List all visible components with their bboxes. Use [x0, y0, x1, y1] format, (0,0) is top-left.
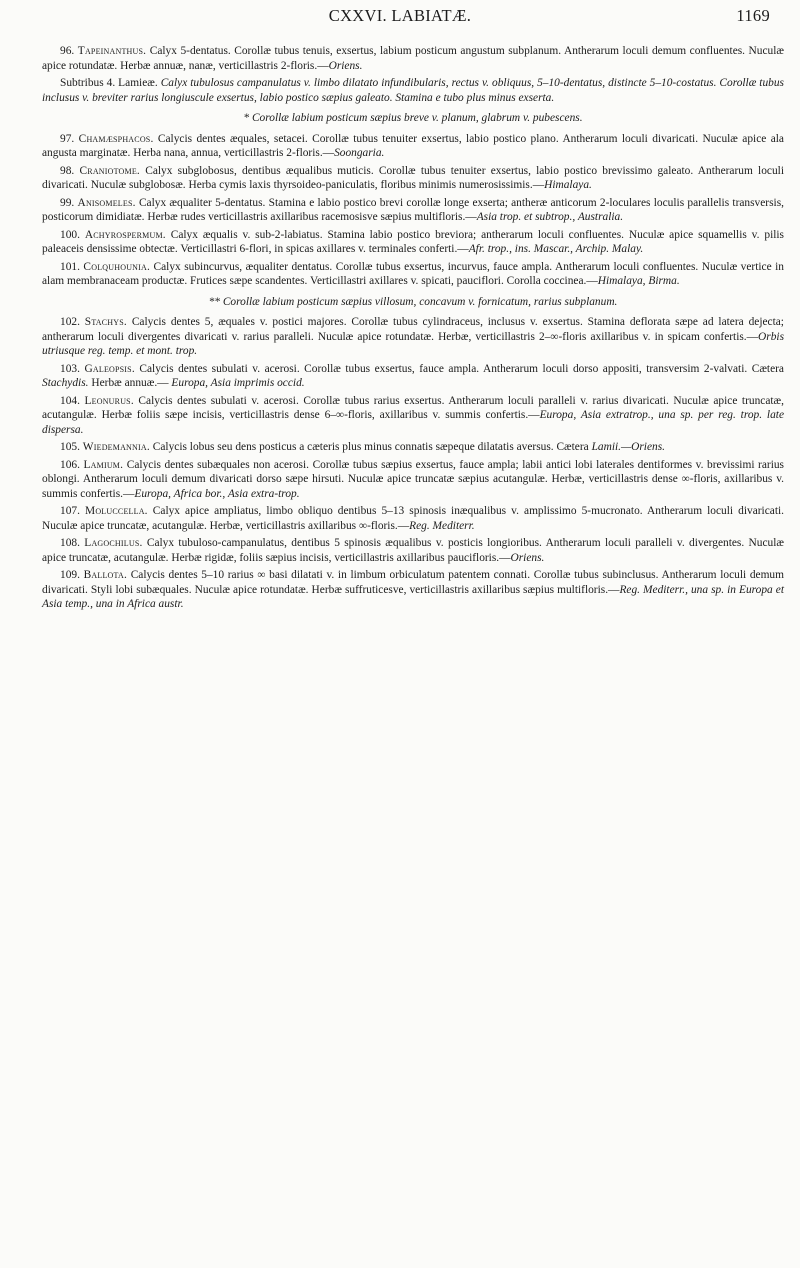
- entry-distribution: Lamii.—Oriens.: [591, 441, 665, 453]
- running-header: [0, 6, 800, 32]
- entry-distribution: Europa, Asia extratrop., una sp. per reg. trop. late dispersa.: [42, 409, 784, 436]
- genus-entry: [42, 394, 784, 438]
- genus-entry: [42, 228, 784, 257]
- genus-entry: [42, 196, 784, 225]
- entry-text: Calyx subglobosus, dentibus æqualibus muticis. Corollæ tubus tenuiter exsertus, labio postico brevissimo galeato. Antherarum loculi divaricati. Nuculæ subglobosæ. Herba cymis laxis thyrsoideo-paniculatis, floribus minimis numerosissimis.—: [42, 164, 784, 191]
- genus-name: Lagochilus.: [84, 537, 143, 549]
- entry-number: 105.: [60, 441, 80, 453]
- entry-number: 107.: [60, 505, 80, 517]
- entry-text: Calycis dentes 5, æquales v. postici majores. Corollæ tubus cylindraceus, inclusus v. exsertus. Stamina deflorata sæpe ad latera dejecta; antherarum loculi divergentes divaricati v. rarius paralleli. Nuculæ apice rotundatæ. Herbæ, verticillastris 2–∞-floris axillaribus v. in spicam confertis.—: [42, 316, 784, 343]
- genus-name: Colquhounia.: [83, 260, 151, 273]
- entry-number: 100.: [60, 228, 80, 241]
- body-text: [42, 44, 784, 615]
- genus-name: Craniotome.: [79, 164, 140, 177]
- genus-name: Lamium.: [83, 458, 124, 471]
- genus-entry: [42, 315, 784, 359]
- entry-distribution: Himalaya, Birma.: [597, 275, 680, 287]
- genus-entry: [42, 568, 784, 612]
- genus-entry: [42, 164, 784, 193]
- genus-entry: [42, 504, 784, 533]
- entry-number: 106.: [60, 458, 80, 471]
- entry-distribution: Oriens.: [328, 59, 363, 72]
- entry-number: 104.: [60, 394, 80, 407]
- entry-number: 108.: [60, 537, 80, 549]
- entry-distribution: Himalaya.: [544, 179, 592, 191]
- genus-name: Leonurus.: [84, 394, 134, 407]
- entry-text: Calyx æqualis v. sub-2-labiatus. Stamina labio postico breviora; antherarum loculi confluentes. Nuculæ apice squamellis v. pilis paleaceis densissime obtectæ. Verticillastri 6-flori, in spicas axillares v. terminales conferti.—: [42, 228, 784, 255]
- genus-name: Moluccella.: [85, 505, 148, 517]
- entry-text: Calycis dentes subulati v. acerosi. Corollæ tubus rarius exsertus. Antherarum loculi paralleli v. rarius divaricati. Nuculæ apice truncatæ, acutangulæ. Herbæ foliis sæpe incisis, verticillastris dense 6–∞-floris, axillaribus v. summis confertis.—: [42, 394, 785, 421]
- genus-name: Ballota.: [83, 569, 128, 581]
- entry-text: Calyx tubuloso-campanulatus, dentibus 5 spinosis æqualibus v. posticis longioribus. Antherarum loculi paralleli v. divergentes. Nuculæ apice truncatæ, acutangulæ. Herbæ rigidæ, foliis sæpius incisis, verticillastris axillaribus paucifloris.—: [42, 537, 784, 564]
- entry-distribution: Europa, Africa bor., Asia extra-trop.: [134, 487, 300, 500]
- genus-name: Galeopsis.: [84, 362, 135, 375]
- header-title: CXXVI. LABIATÆ.: [328, 6, 472, 25]
- genus-entry: [42, 458, 784, 502]
- entry-number: 97.: [60, 132, 75, 145]
- genus-name: Stachys.: [84, 316, 127, 328]
- genus-entry: [42, 440, 784, 455]
- entry-text-tail: Herbæ annuæ.—: [88, 377, 169, 389]
- genus-entry: [42, 362, 784, 391]
- genus-name: Chamæsphacos.: [78, 132, 154, 145]
- entry-distribution: Reg. Mediterr., una sp. in Europa et Asia temp., una in Africa austr.: [42, 583, 784, 610]
- entry-distribution: Soongaria.: [334, 147, 385, 159]
- entry-distribution: Oriens.: [510, 551, 545, 564]
- genus-name: Tapeinanthus.: [77, 45, 147, 57]
- genus-entry: [42, 44, 784, 73]
- genus-name: Anisomeles.: [77, 196, 136, 209]
- entry-text: Calyx subincurvus, æqualiter dentatus. Corollæ tubus exsertus, incurvus, fauce ampla. Antherarum loculi confluentes. Nuculæ vertice in alam membranaceam productæ. Frutices sæpe scandentes. Verticillastri axillares v. spicati, pauciflori. Corolla coccinea.—: [42, 260, 784, 287]
- entry-number: 109.: [60, 569, 80, 581]
- section-heading: * Corollæ labium posticum sæpius breve v. planum, glabrum v. pubescens.: [243, 112, 583, 124]
- entry-number: 101.: [60, 260, 80, 273]
- entry-distribution: Europa, Asia imprimis occid.: [171, 377, 305, 389]
- entry-number: 103.: [60, 362, 80, 375]
- genus-name: Wiedemannia.: [82, 441, 150, 453]
- entry-text: Calyx 5-dentatus. Corollæ tubus tenuis, exsertus, labium posticum angustum subplanum. Antherarum loculi demum confluentes. Nuculæ apice rotundatæ. Herbæ annuæ, nanæ, verticillastris 2-floris.—: [42, 45, 784, 72]
- entry-distribution: Reg. Mediterr.: [409, 519, 475, 532]
- entry-number: 98.: [60, 164, 75, 177]
- genus-name: Achyrospermum.: [84, 228, 166, 241]
- entry-reference: Stachydis.: [42, 377, 89, 389]
- section-heading: ** Corollæ labium posticum sæpius villosum, concavum v. fornicatum, rarius subplanum.: [208, 295, 618, 308]
- subtribe-description: Calyx tubulosus campanulatus v. limbo dilatato infundibularis, rectus v. obliquus, 5–10-dentatus, distincte 5–10-costatus. Corollæ tubus inclusus v. breviter rarius longiuscule exsertus, labio postico sæpius galeato. Stamina e tubo plus minus exserta.: [42, 77, 784, 104]
- entry-distribution: Orbis utriusque reg. temp. et mont. trop.: [42, 330, 784, 357]
- entry-text: Calyx apice ampliatus, limbo obliquo dentibus 5–13 spinosis inæqualibus v. amplissimo 5-mucronato. Antherarum loculi divaricati. Nuculæ apice truncatæ, acutangulæ. Herbæ, verticillastris axillaribus ∞-floris.—: [42, 505, 784, 532]
- page-number: 1169: [736, 6, 770, 25]
- entry-text: Calyx æqualiter 5-dentatus. Stamina e labio postico brevi corollæ longe exserta; antheræ anticorum 2-loculares loculis parallelis transversis, posticorum dimidiatæ. Herbæ rudes verticillastris axillaribus racemosisve sæpius multifloris.—: [42, 196, 784, 223]
- entry-distribution: Afr. trop., ins. Mascar., Archip. Malay.: [468, 243, 644, 255]
- entry-distribution: Asia trop. et subtrop., Australia.: [476, 211, 624, 223]
- entry-text: Calycis dentes subæquales non acerosi. Corollæ tubus sæpius exsertus, fauce ampla; labii antici lobi laterales dentiformes v. brevissimi rarius oblongi. Antherarum loculi demum divaricati dorso sæpe hirsuti. Nuculæ apice truncatæ sæpius acutangulæ. Herbæ, verticillastris dense ∞-floris, axillaribus v. summis confertis.—: [42, 458, 784, 500]
- entry-number: 102.: [60, 316, 80, 328]
- subtribe-entry: [42, 76, 784, 105]
- genus-entry: [42, 132, 784, 161]
- genus-entry: [42, 260, 784, 289]
- entry-text: Calycis lobus seu dens posticus a cæteris plus minus connatis sæpeque dilatatis aversus. Cætera: [152, 441, 589, 453]
- entry-text: Calycis dentes 5–10 rarius ∞ basi dilatati v. in limbum orbiculatum patentem connati. Corollæ tubus subinclusus. Antherarum loculi demum divaricati. Styli lobi subæquales. Nuculæ apice rotundatæ. Herbæ suffruticesve, verticillastris axillaribus sæpius multifloris.—: [42, 569, 784, 596]
- entry-number: 96.: [60, 45, 75, 57]
- entry-text: Calycis dentes æquales, setacei. Corollæ tubus tenuiter exsertus, labio postico plano. Antherarum loculi divaricati. Nuculæ apice ala angusta marginatæ. Herba nana, annua, verticillastris 2-floris.—: [42, 132, 784, 159]
- genus-entry: [42, 536, 784, 565]
- entry-text: Calycis dentes subulati v. acerosi. Corollæ tubus exsertus, fauce ampla. Antherarum loculi dorso appositi, transversim 2-valvati. Cætera: [139, 362, 784, 375]
- entry-number: 99.: [60, 196, 75, 209]
- subtribe-title: Subtribus 4. Lamieæ.: [60, 77, 158, 89]
